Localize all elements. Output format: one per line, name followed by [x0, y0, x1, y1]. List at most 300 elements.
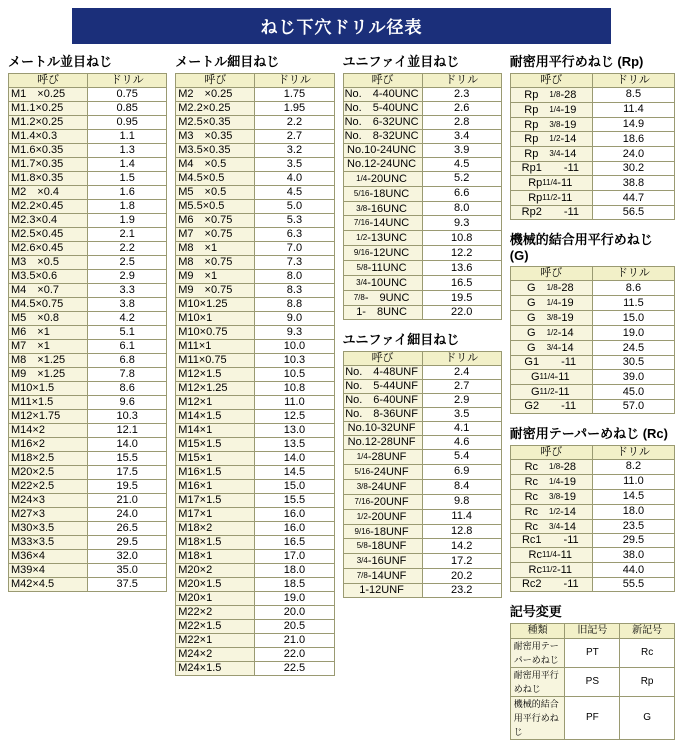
table-symbol-change [510, 623, 675, 740]
table-row [9, 339, 167, 353]
table-row [176, 227, 334, 241]
table-header-row [510, 267, 674, 281]
cell-old-symbol: PF [565, 696, 620, 739]
cell-drill-diameter: 15.0 [255, 479, 334, 493]
table-row [176, 199, 334, 213]
cell-thread-name: 7/16-20UNF [343, 494, 422, 509]
table-row [510, 311, 674, 326]
cell-drill-diameter: 5.2 [422, 171, 501, 186]
cell-thread-name: G11/4-11 [510, 370, 592, 385]
cell-thread-name: Rc11/2-11 [510, 563, 592, 578]
cell-thread-name: M1.4×0.3 [9, 129, 88, 143]
table-row [343, 569, 501, 584]
cell-thread-name: Rp11/4-11 [510, 176, 592, 191]
table-row [510, 696, 674, 739]
cell-drill-diameter: 10.8 [255, 381, 334, 395]
cell-thread-name: Rc 3/8-19 [510, 489, 592, 504]
table-row [510, 578, 674, 592]
table-row [176, 255, 334, 269]
cell-drill-diameter: 2.6 [422, 101, 501, 115]
cell-drill-diameter: 2.5 [88, 255, 167, 269]
table-columns [0, 54, 683, 740]
cell-thread-name: M2.6×0.45 [9, 241, 88, 255]
cell-thread-name: No.12-24UNC [343, 157, 422, 171]
cell-drill-diameter: 8.0 [422, 201, 501, 216]
table-row [510, 147, 674, 162]
table-header-row [510, 73, 674, 87]
cell-drill-diameter: 8.6 [592, 281, 674, 296]
cell-thread-name: 7/8- 9UNC [343, 291, 422, 306]
cell-thread-name: Rc11/4-11 [510, 548, 592, 563]
cell-drill-diameter: 30.5 [592, 356, 674, 370]
cell-drill-diameter: 45.0 [592, 385, 674, 400]
table-row [9, 367, 167, 381]
cell-thread-name: M16×1 [176, 479, 255, 493]
cell-drill-diameter: 26.5 [88, 521, 167, 535]
cell-thread-name: M12×1 [176, 395, 255, 409]
cell-thread-name: M3 ×0.5 [9, 255, 88, 269]
table-header-row [343, 73, 501, 87]
table-row [343, 216, 501, 231]
cell-thread-name: M2 ×0.25 [176, 87, 255, 101]
cell-thread-name: 5/8-18UNF [343, 539, 422, 554]
table-row [176, 381, 334, 395]
cell-thread-name: M18×2.5 [9, 451, 88, 465]
cell-drill-diameter: 14.0 [88, 437, 167, 451]
column-metric-fine [175, 54, 334, 740]
cell-drill-diameter: 1.5 [88, 171, 167, 185]
table-row [510, 281, 674, 296]
table-row [9, 269, 167, 283]
cell-thread-kind: 耐密用平行めねじ [510, 667, 565, 696]
header-kind: 種類 [510, 623, 565, 638]
cell-thread-name: M42×4.5 [9, 577, 88, 591]
cell-thread-name: M10×1.25 [176, 297, 255, 311]
table-row [176, 493, 334, 507]
table-row [176, 395, 334, 409]
table-row [176, 605, 334, 619]
cell-drill-diameter: 44.0 [592, 563, 674, 578]
table-row [510, 400, 674, 414]
table-row [176, 521, 334, 535]
cell-drill-diameter: 57.0 [592, 400, 674, 414]
table-row [176, 591, 334, 605]
cell-thread-name: 1/4-20UNC [343, 171, 422, 186]
table-row [176, 563, 334, 577]
cell-drill-diameter: 56.5 [592, 206, 674, 220]
table-row [9, 409, 167, 423]
table-row [343, 276, 501, 291]
cell-thread-name: M1.6×0.35 [9, 143, 88, 157]
cell-drill-diameter: 18.6 [592, 132, 674, 147]
cell-drill-diameter: 22.5 [255, 661, 334, 675]
cell-thread-name: No. 4-48UNF [343, 365, 422, 379]
table-row [343, 479, 501, 494]
cell-drill-diameter: 7.0 [255, 241, 334, 255]
cell-thread-name: M18×1 [176, 549, 255, 563]
cell-thread-name: M16×1.5 [176, 465, 255, 479]
cell-thread-name: M4.5×0.5 [176, 171, 255, 185]
header-name: 呼び [510, 73, 592, 87]
table-row [176, 549, 334, 563]
cell-drill-diameter: 22.0 [255, 647, 334, 661]
cell-drill-diameter: 10.0 [255, 339, 334, 353]
drill-size-chart-page [0, 8, 683, 737]
cell-thread-name: M20×1 [176, 591, 255, 605]
cell-thread-name: M8 ×1.25 [9, 353, 88, 367]
table-row [9, 115, 167, 129]
table-row [9, 353, 167, 367]
table-row [510, 519, 674, 534]
cell-thread-name: Rc2 -11 [510, 578, 592, 592]
cell-thread-name: M10×0.75 [176, 325, 255, 339]
cell-thread-name: 7/16-14UNC [343, 216, 422, 231]
cell-thread-name: M17×1.5 [176, 493, 255, 507]
tbody-g [510, 281, 674, 414]
cell-thread-name: M2.3×0.4 [9, 213, 88, 227]
cell-thread-name: G 1/8-28 [510, 281, 592, 296]
cell-thread-name: No. 8-32UNC [343, 129, 422, 143]
cell-thread-name: G 1/2-14 [510, 326, 592, 341]
cell-thread-name: M9 ×1 [176, 269, 255, 283]
cell-thread-name: M12×1.5 [176, 367, 255, 381]
cell-drill-diameter: 0.75 [88, 87, 167, 101]
cell-thread-name: M1.1×0.25 [9, 101, 88, 115]
cell-drill-diameter: 2.2 [255, 115, 334, 129]
cell-thread-name: 1- 8UNC [343, 306, 422, 320]
cell-thread-name: 3/4-16UNF [343, 554, 422, 569]
table-row [343, 291, 501, 306]
cell-thread-name: M2.5×0.45 [9, 227, 88, 241]
cell-drill-diameter: 9.0 [255, 311, 334, 325]
cell-drill-diameter: 12.5 [255, 409, 334, 423]
cell-thread-name: M2 ×0.4 [9, 185, 88, 199]
table-row [343, 101, 501, 115]
cell-drill-diameter: 4.2 [88, 311, 167, 325]
cell-drill-diameter: 8.4 [422, 479, 501, 494]
cell-drill-diameter: 10.8 [422, 231, 501, 246]
table-row [176, 213, 334, 227]
tbody-symbol-change [510, 638, 674, 739]
cell-thread-name: 9/16-12UNC [343, 246, 422, 261]
column-pipe-threads [510, 54, 675, 740]
section-title-metric-fine: メートル細目ねじ [175, 54, 280, 69]
cell-drill-diameter: 1.75 [255, 87, 334, 101]
cell-drill-diameter: 18.5 [255, 577, 334, 591]
cell-thread-name: No. 6-32UNC [343, 115, 422, 129]
table-row [510, 563, 674, 578]
cell-drill-diameter: 32.0 [88, 549, 167, 563]
cell-drill-diameter: 9.3 [422, 216, 501, 231]
table-row [176, 101, 334, 115]
cell-drill-diameter: 16.0 [255, 521, 334, 535]
cell-drill-diameter: 3.9 [422, 143, 501, 157]
cell-drill-diameter: 23.5 [592, 519, 674, 534]
cell-thread-name: 1/4-28UNF [343, 449, 422, 464]
table-row [9, 563, 167, 577]
cell-drill-diameter: 17.2 [422, 554, 501, 569]
cell-thread-name: 7/8-14UNF [343, 569, 422, 584]
header-name: 呼び [343, 73, 422, 87]
cell-thread-name: No. 6-40UNF [343, 393, 422, 407]
cell-drill-diameter: 29.5 [88, 535, 167, 549]
cell-thread-name: M12×1.25 [176, 381, 255, 395]
header-name: 呼び [510, 445, 592, 459]
cell-thread-name: M14×1.5 [176, 409, 255, 423]
cell-drill-diameter: 6.3 [255, 227, 334, 241]
table-row [9, 507, 167, 521]
table-row [176, 423, 334, 437]
cell-drill-diameter: 19.0 [255, 591, 334, 605]
table-row [343, 115, 501, 129]
cell-thread-name: M1.7×0.35 [9, 157, 88, 171]
cell-thread-name: M18×1.5 [176, 535, 255, 549]
cell-thread-name: M36×4 [9, 549, 88, 563]
cell-thread-name: 5/8-11UNC [343, 261, 422, 276]
cell-thread-name: 3/8-24UNF [343, 479, 422, 494]
table-row [9, 479, 167, 493]
table-row [9, 521, 167, 535]
cell-drill-diameter: 16.5 [255, 535, 334, 549]
cell-drill-diameter: 1.3 [88, 143, 167, 157]
cell-thread-name: No. 5-44UNF [343, 379, 422, 393]
header-new-symbol: 新記号 [620, 623, 675, 638]
table-row [9, 381, 167, 395]
cell-drill-diameter: 1.8 [88, 199, 167, 213]
tbody-metric-coarse [9, 87, 167, 591]
cell-thread-kind: 機械的結合用平行めねじ [510, 696, 565, 739]
cell-drill-diameter: 21.0 [88, 493, 167, 507]
table-row [176, 325, 334, 339]
header-drill: ドリル [422, 73, 501, 87]
table-row [9, 493, 167, 507]
table-row [176, 633, 334, 647]
cell-thread-name: M8 ×0.75 [176, 255, 255, 269]
cell-drill-diameter: 15.0 [592, 311, 674, 326]
table-rc [510, 445, 675, 593]
cell-drill-diameter: 38.8 [592, 176, 674, 191]
cell-new-symbol: G [620, 696, 675, 739]
cell-drill-diameter: 12.2 [422, 246, 501, 261]
table-row [510, 206, 674, 220]
cell-thread-name: No. 5-40UNC [343, 101, 422, 115]
cell-thread-name: No. 4-40UNC [343, 87, 422, 101]
cell-thread-name: M11×1 [176, 339, 255, 353]
cell-drill-diameter: 4.1 [422, 421, 501, 435]
cell-thread-name: Rc 3/4-14 [510, 519, 592, 534]
cell-drill-diameter: 1.6 [88, 185, 167, 199]
cell-drill-diameter: 11.4 [422, 509, 501, 524]
table-header-row [510, 623, 674, 638]
cell-thread-name: M24×3 [9, 493, 88, 507]
cell-thread-name: M10×1.5 [9, 381, 88, 395]
cell-thread-name: M16×2 [9, 437, 88, 451]
cell-thread-name: M4 ×0.7 [9, 283, 88, 297]
section-title-unified-coarse: ユニファイ並目ねじ [342, 54, 460, 69]
cell-drill-diameter: 21.0 [255, 633, 334, 647]
table-row [510, 489, 674, 504]
table-row [343, 509, 501, 524]
cell-thread-name: M5 ×0.5 [176, 185, 255, 199]
cell-drill-diameter: 44.7 [592, 191, 674, 206]
table-row [510, 356, 674, 370]
cell-drill-diameter: 39.0 [592, 370, 674, 385]
header-name: 呼び [9, 73, 88, 87]
table-row [9, 423, 167, 437]
cell-drill-diameter: 37.5 [88, 577, 167, 591]
cell-thread-name: 1/2-13UNC [343, 231, 422, 246]
cell-drill-diameter: 18.0 [255, 563, 334, 577]
table-row [343, 449, 501, 464]
table-row [9, 87, 167, 101]
cell-drill-diameter: 24.5 [592, 341, 674, 356]
cell-thread-name: M24×2 [176, 647, 255, 661]
cell-drill-diameter: 5.3 [255, 213, 334, 227]
cell-drill-diameter: 22.0 [422, 306, 501, 320]
cell-thread-name: M3.5×0.35 [176, 143, 255, 157]
table-row [9, 577, 167, 591]
table-header-row [510, 445, 674, 459]
tbody-metric-fine [176, 87, 334, 675]
cell-drill-diameter: 3.4 [422, 129, 501, 143]
cell-thread-name: 3/8-16UNC [343, 201, 422, 216]
cell-drill-diameter: 30.2 [592, 162, 674, 176]
cell-thread-name: Rp2 -11 [510, 206, 592, 220]
cell-thread-name: Rp 3/8-19 [510, 117, 592, 132]
cell-drill-diameter: 11.4 [592, 102, 674, 117]
cell-drill-diameter: 9.6 [88, 395, 167, 409]
table-row [343, 379, 501, 393]
cell-drill-diameter: 3.3 [88, 283, 167, 297]
cell-drill-diameter: 4.5 [255, 185, 334, 199]
cell-drill-diameter: 17.0 [255, 549, 334, 563]
cell-thread-name: 9/16-18UNF [343, 524, 422, 539]
cell-drill-diameter: 23.2 [422, 584, 501, 598]
cell-drill-diameter: 5.1 [88, 325, 167, 339]
header-old-symbol: 旧記号 [565, 623, 620, 638]
cell-drill-diameter: 5.0 [255, 199, 334, 213]
cell-drill-diameter: 20.0 [255, 605, 334, 619]
table-row [9, 171, 167, 185]
table-row [343, 421, 501, 435]
cell-thread-name: M5.5×0.5 [176, 199, 255, 213]
table-row [510, 326, 674, 341]
table-row [510, 370, 674, 385]
table-row [176, 535, 334, 549]
cell-drill-diameter: 10.3 [255, 353, 334, 367]
cell-thread-name: M22×1.5 [176, 619, 255, 633]
cell-thread-name: 1/2-20UNF [343, 509, 422, 524]
table-row [9, 185, 167, 199]
cell-thread-name: M2.5×0.35 [176, 115, 255, 129]
cell-thread-name: M15×1.5 [176, 437, 255, 451]
cell-drill-diameter: 8.5 [592, 87, 674, 102]
header-drill: ドリル [592, 73, 674, 87]
cell-thread-name: M18×2 [176, 521, 255, 535]
table-row [343, 261, 501, 276]
cell-drill-diameter: 10.5 [255, 367, 334, 381]
table-row [343, 186, 501, 201]
table-row [343, 201, 501, 216]
cell-thread-name: Rp11/2-11 [510, 191, 592, 206]
cell-drill-diameter: 1.95 [255, 101, 334, 115]
cell-thread-name: M10×1 [176, 311, 255, 325]
table-row [343, 464, 501, 479]
cell-thread-name: M14×2 [9, 423, 88, 437]
cell-thread-name: Rc 1/8-28 [510, 459, 592, 474]
cell-drill-diameter: 8.3 [255, 283, 334, 297]
cell-drill-diameter: 29.5 [592, 534, 674, 548]
cell-thread-name: M20×1.5 [176, 577, 255, 591]
table-metric-fine [175, 73, 334, 676]
cell-drill-diameter: 55.5 [592, 578, 674, 592]
cell-thread-name: M15×1 [176, 451, 255, 465]
section-title-metric-coarse: メートル並目ねじ [8, 54, 113, 69]
cell-thread-name: 3/4-10UNC [343, 276, 422, 291]
cell-thread-name: M39×4 [9, 563, 88, 577]
table-row [510, 102, 674, 117]
cell-drill-diameter: 12.8 [422, 524, 501, 539]
table-header-row [343, 351, 501, 365]
cell-drill-diameter: 4.5 [422, 157, 501, 171]
cell-thread-name: 5/16-18UNC [343, 186, 422, 201]
table-row [510, 474, 674, 489]
cell-drill-diameter: 1.4 [88, 157, 167, 171]
cell-thread-name: Rc 1/2-14 [510, 504, 592, 519]
column-metric-coarse [8, 54, 167, 740]
table-row [176, 339, 334, 353]
cell-drill-diameter: 15.5 [255, 493, 334, 507]
cell-drill-diameter: 2.8 [422, 115, 501, 129]
table-row [343, 365, 501, 379]
table-row [176, 115, 334, 129]
table-row [343, 306, 501, 320]
cell-thread-name: M11×1.5 [9, 395, 88, 409]
cell-drill-diameter: 16.5 [422, 276, 501, 291]
table-row [176, 465, 334, 479]
cell-drill-diameter: 18.0 [592, 504, 674, 519]
cell-drill-diameter: 0.95 [88, 115, 167, 129]
cell-thread-name: M3 ×0.35 [176, 129, 255, 143]
table-row [343, 171, 501, 186]
table-metric-coarse [8, 73, 167, 592]
cell-drill-diameter: 16.0 [255, 507, 334, 521]
cell-drill-diameter: 13.5 [255, 437, 334, 451]
section-title-symbol-change: 記号変更 [509, 604, 562, 620]
cell-drill-diameter: 3.2 [255, 143, 334, 157]
table-row [9, 437, 167, 451]
cell-drill-diameter: 12.1 [88, 423, 167, 437]
section-title-rc: 耐密用テーパーめねじ (Rc) [509, 426, 668, 442]
table-row [176, 87, 334, 101]
cell-drill-diameter: 6.8 [88, 353, 167, 367]
cell-thread-name: M6 ×1 [9, 325, 88, 339]
table-row [9, 241, 167, 255]
table-row [176, 507, 334, 521]
table-row [510, 534, 674, 548]
cell-thread-name: Rc 1/4-19 [510, 474, 592, 489]
cell-drill-diameter: 6.6 [422, 186, 501, 201]
cell-drill-diameter: 24.0 [592, 147, 674, 162]
cell-thread-name: 1-12UNF [343, 584, 422, 598]
cell-drill-diameter: 1.1 [88, 129, 167, 143]
cell-drill-diameter: 4.0 [255, 171, 334, 185]
cell-drill-diameter: 2.9 [422, 393, 501, 407]
cell-thread-name: M12×1.75 [9, 409, 88, 423]
header-drill: ドリル [422, 351, 501, 365]
cell-drill-diameter: 20.2 [422, 569, 501, 584]
cell-old-symbol: PT [565, 638, 620, 667]
